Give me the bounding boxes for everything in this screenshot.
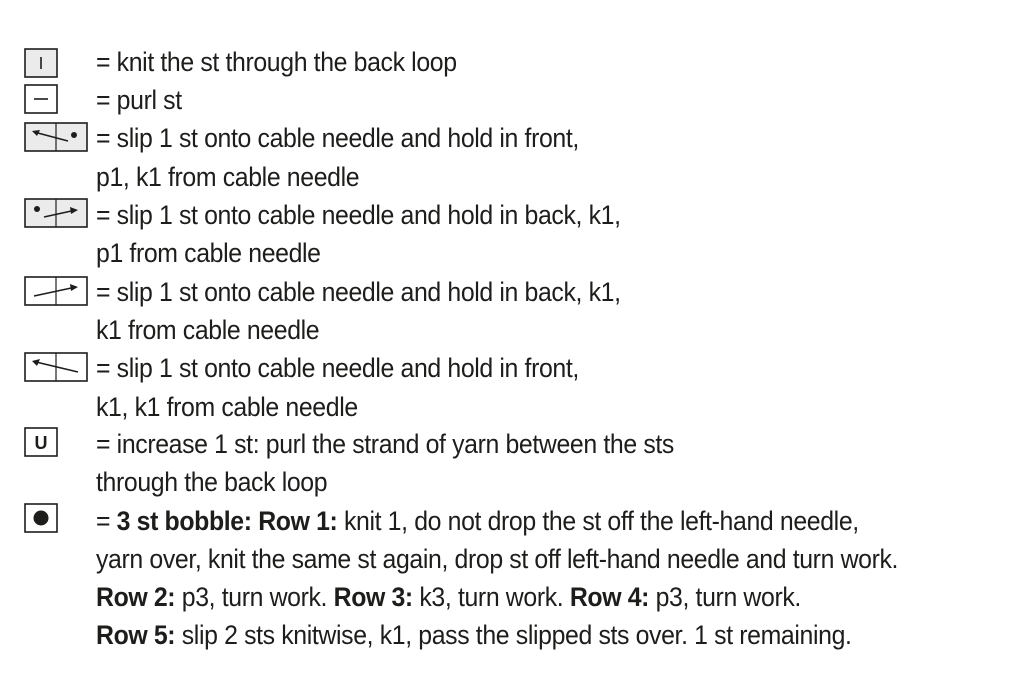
- cable-back-knit-knit-text-2: k1 from cable needle: [96, 315, 320, 345]
- cable-back-knit-purl-text-1: = slip 1 st onto cable needle and hold in back, k1,: [96, 200, 621, 230]
- cable-back-knit-knit-icon: [24, 276, 88, 306]
- bobble-text-2: yarn over, knit the same st again, drop st off left-hand needle and turn work.: [96, 544, 899, 574]
- bobble-row2-text: p3, turn work.: [175, 582, 334, 612]
- bobble-row4-text: p3, turn work.: [649, 582, 801, 612]
- bobble-text-1: [96, 506, 859, 536]
- bobble-text-3: [96, 582, 801, 612]
- bobble-eq: =: [96, 506, 117, 536]
- increase-glyph: U: [34, 433, 48, 453]
- cable-back-knit-purl-text-2: p1 from cable needle: [96, 238, 321, 268]
- increase-text-2: through the back loop: [96, 467, 328, 497]
- cable-front-purl-knit-text-2: p1, k1 from cable needle: [96, 162, 360, 192]
- bobble-row5-label: Row 5:: [96, 620, 176, 650]
- cable-back-knit-knit-text-1: = slip 1 st onto cable needle and hold in back, k1,: [96, 277, 621, 307]
- cable-front-purl-knit-icon: [24, 122, 88, 152]
- cable-front-knit-knit-text-1: = slip 1 st onto cable needle and hold in front,: [96, 353, 579, 383]
- increase-icon: [24, 427, 58, 457]
- cable-front-purl-knit-text-1: = slip 1 st onto cable needle and hold in front,: [96, 123, 579, 153]
- bobble-row3-text: k3, turn work.: [412, 582, 570, 612]
- bobble-row4-label: Row 4:: [569, 582, 650, 612]
- bobble-icon: [24, 503, 58, 533]
- bobble-row1-label: Row 1:: [258, 506, 338, 536]
- tbl-knit-text: = knit the st through the back loop: [96, 47, 457, 77]
- bobble-row3-label: Row 3:: [333, 582, 413, 612]
- bobble-row5-text: slip 2 sts knitwise, k1, pass the slipped sts over. 1 st remaining.: [175, 620, 852, 650]
- purl-text: = purl st: [96, 85, 182, 115]
- bobble-row1-text: knit 1, do not drop the st off the left-hand needle,: [337, 506, 859, 536]
- cable-front-knit-knit-icon: [24, 352, 88, 382]
- bobble-title: 3 st bobble:: [116, 506, 252, 536]
- bobble-text-4: [96, 620, 852, 650]
- cable-front-knit-knit-text-2: k1, k1 from cable needle: [96, 392, 358, 422]
- purl-icon: [24, 84, 58, 114]
- tbl-knit-icon: [24, 48, 58, 78]
- cable-back-knit-purl-icon: [24, 198, 88, 228]
- bobble-row2-label: Row 2:: [96, 582, 176, 612]
- increase-text-1: = increase 1 st: purl the strand of yarn between the sts: [96, 429, 674, 459]
